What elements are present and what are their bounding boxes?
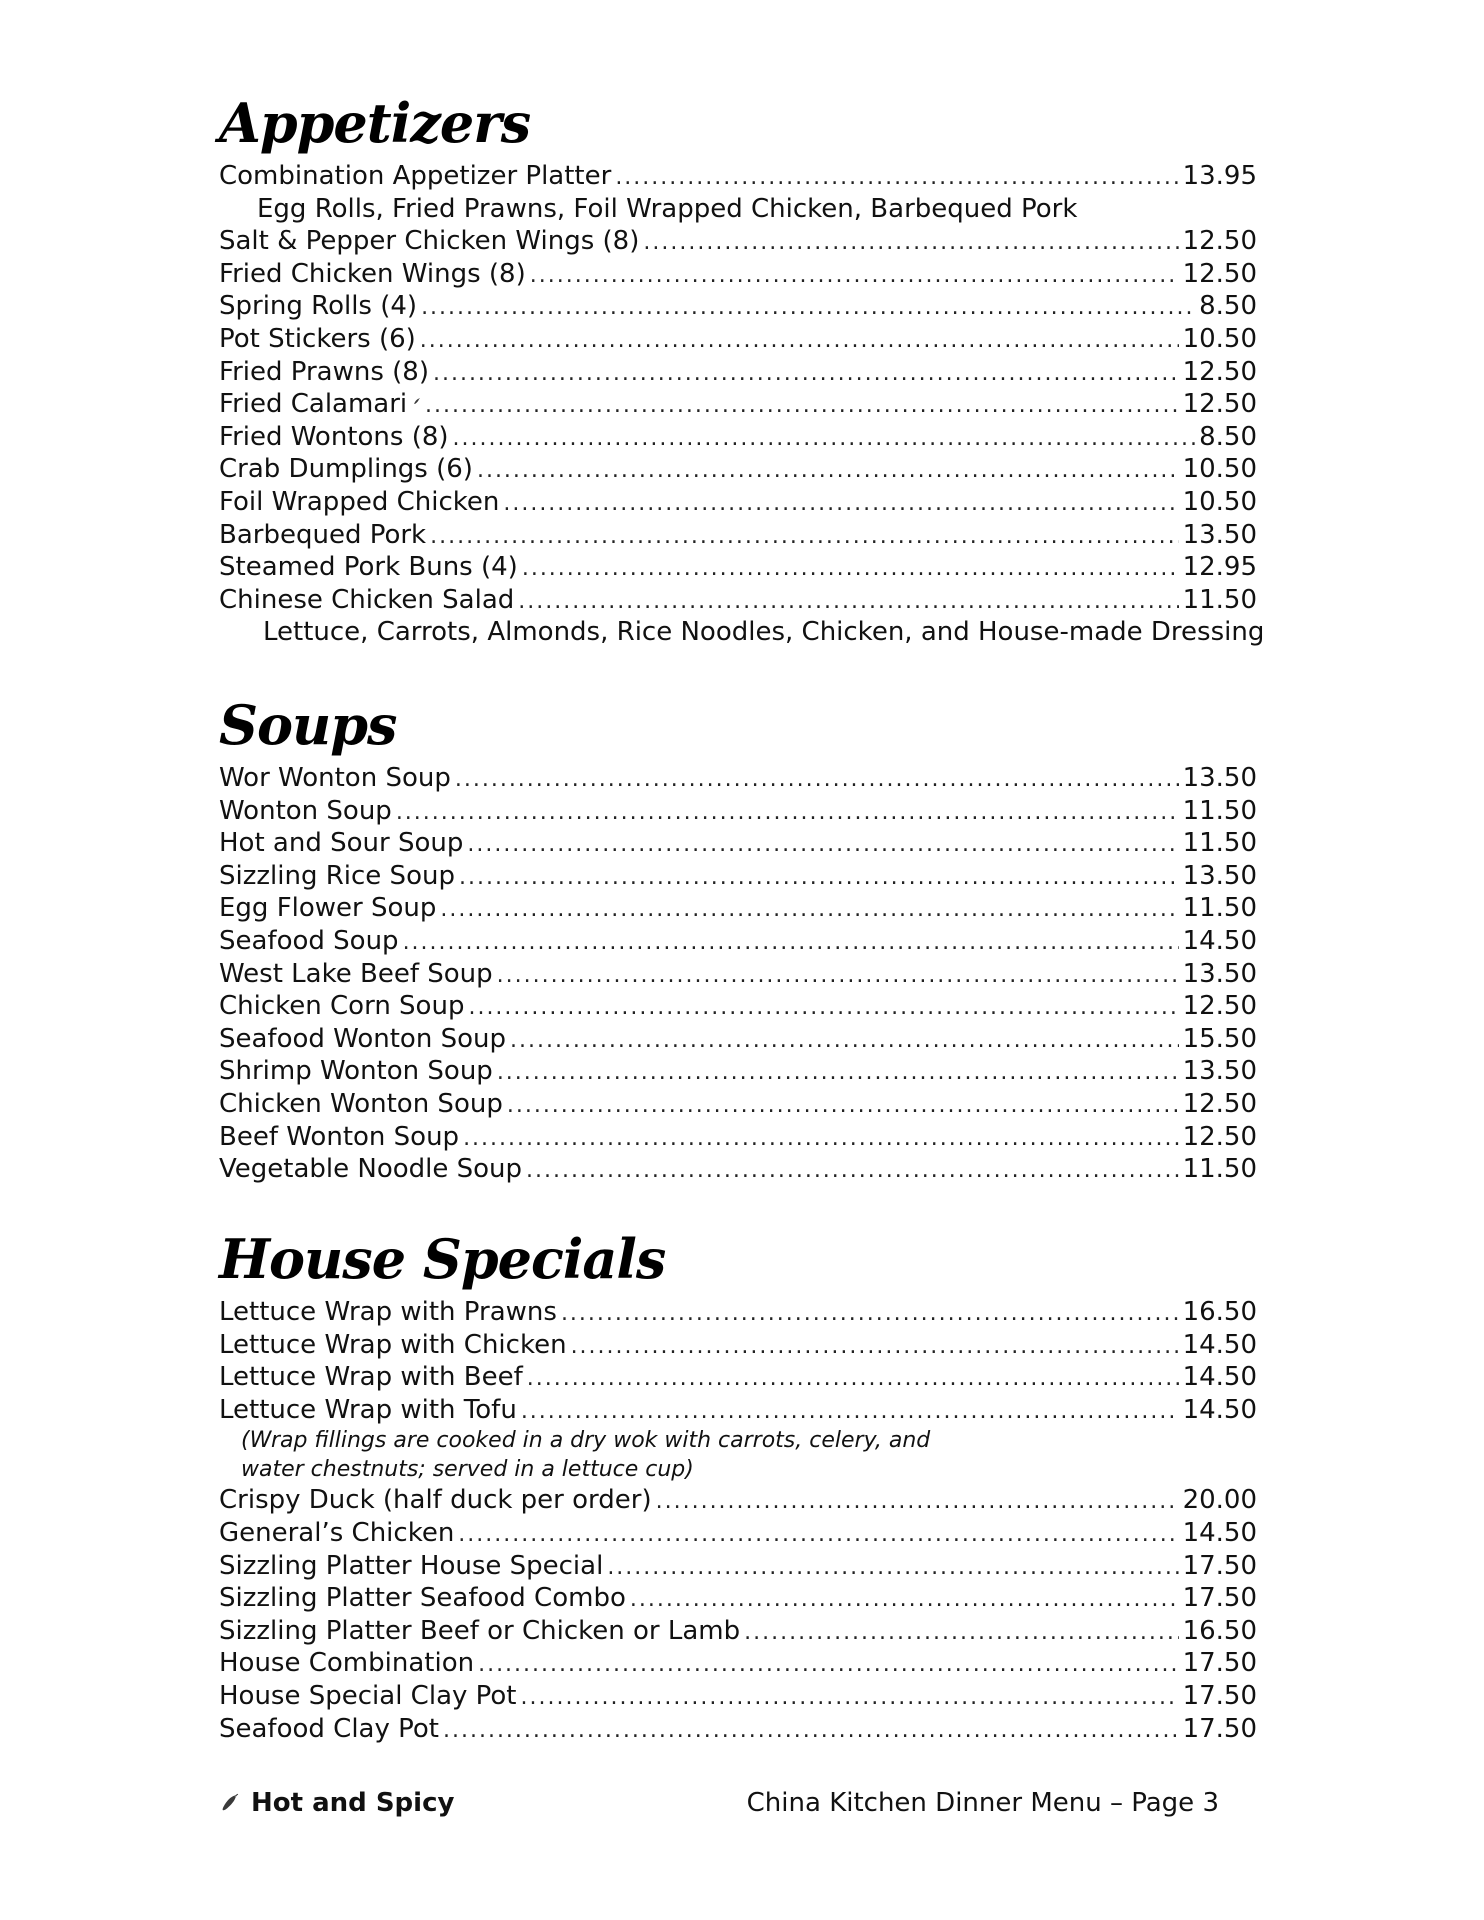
item-price: 17.50 — [1182, 1713, 1257, 1744]
item-name: Chicken Wonton Soup — [219, 1088, 503, 1119]
item-price: 17.50 — [1182, 1583, 1257, 1614]
menu-item — [219, 958, 1257, 991]
leader-dots — [433, 358, 1179, 391]
leader-dots — [510, 1025, 1179, 1058]
menu-item — [219, 925, 1257, 958]
menu-item — [219, 1680, 1257, 1713]
leader-dots — [403, 927, 1179, 960]
item-name: Sizzling Platter Beef or Chicken or Lamb — [219, 1615, 741, 1646]
soups-section — [219, 693, 1257, 1186]
menu-item — [219, 486, 1257, 519]
item-name: Crab Dumplings (6) — [219, 454, 473, 485]
menu-item — [219, 1329, 1257, 1362]
leader-dots — [656, 1486, 1179, 1519]
item-price: 13.50 — [1182, 958, 1257, 989]
item-name: Steamed Pork Buns (4) — [219, 552, 518, 583]
item-price: 12.50 — [1182, 1088, 1257, 1119]
item-name: Wonton Soup — [219, 795, 392, 826]
leader-dots — [527, 1363, 1179, 1396]
leader-dots — [443, 1715, 1179, 1748]
item-description: Lettuce, Carrots, Almonds, Rice Noodles, Chicken, and House-made Dressing — [263, 617, 1265, 648]
menu-item — [219, 356, 1257, 389]
item-name: Fried Chicken Wings (8) — [219, 258, 526, 289]
menu-item — [219, 860, 1257, 893]
leader-dots — [421, 292, 1195, 325]
wrap-note-line2: water chestnuts; served in a lettuce cup) — [241, 1457, 694, 1483]
menu-item — [219, 258, 1257, 291]
menu-item — [219, 225, 1257, 258]
leader-dots — [420, 325, 1179, 358]
menu-item — [219, 453, 1257, 486]
house-specials-title: House Specials — [219, 1227, 666, 1291]
item-price: 17.50 — [1182, 1648, 1257, 1679]
item-name: Seafood Wonton Soup — [219, 1023, 506, 1054]
item-price: 14.50 — [1182, 925, 1257, 956]
leader-dots — [615, 162, 1178, 195]
leader-dots — [463, 1123, 1179, 1156]
item-name: Seafood Clay Pot — [219, 1713, 439, 1744]
leader-dots — [744, 1617, 1178, 1650]
item-name: Sizzling Platter Seafood Combo — [219, 1583, 626, 1614]
item-price: 8.50 — [1199, 291, 1257, 322]
item-price: 16.50 — [1182, 1615, 1257, 1646]
item-name: Spring Rolls (4) — [219, 291, 418, 322]
spicy-legend-label: Hot and Spicy — [251, 1788, 455, 1818]
item-price: 11.50 — [1182, 1154, 1257, 1185]
item-name: Lettuce Wrap with Chicken — [219, 1329, 567, 1360]
leader-dots — [455, 764, 1179, 797]
item-name: House Combination — [219, 1648, 475, 1679]
leader-dots — [607, 1552, 1178, 1585]
item-name: House Special Clay Pot — [219, 1680, 517, 1711]
item-price: 12.50 — [1182, 1121, 1257, 1152]
menu-item — [219, 421, 1257, 454]
item-price: 20.00 — [1182, 1485, 1257, 1516]
menu-item — [219, 1361, 1257, 1394]
menu-item — [219, 795, 1257, 828]
item-price: 13.50 — [1182, 763, 1257, 793]
item-name: Lettuce Wrap with Beef — [219, 1362, 523, 1393]
leader-dots — [561, 1298, 1179, 1331]
leader-dots — [468, 992, 1178, 1025]
leader-dots — [497, 1057, 1179, 1090]
item-price: 12.50 — [1182, 991, 1257, 1022]
item-price: 10.50 — [1182, 454, 1257, 485]
leader-dots — [518, 586, 1178, 619]
leader-dots — [478, 1649, 1178, 1682]
item-name: Salt & Pepper Chicken Wings (8) — [219, 226, 640, 257]
leader-dots — [497, 960, 1179, 993]
item-name: Vegetable Noodle Soup — [219, 1154, 523, 1185]
leader-dots — [430, 521, 1178, 554]
item-name: Lettuce Wrap with Tofu — [219, 1394, 517, 1425]
item-price: 13.50 — [1182, 519, 1257, 550]
menu-item — [219, 1550, 1257, 1583]
item-name: Wor Wonton Soup — [219, 763, 451, 793]
menu-item — [219, 323, 1257, 356]
item-name: Combination Appetizer Platter — [219, 161, 612, 191]
item-price: 10.50 — [1182, 486, 1257, 517]
menu-item — [219, 1394, 1257, 1427]
page-info: China Kitchen Dinner Menu – Page 3 — [746, 1788, 1219, 1818]
leader-dots — [503, 488, 1178, 521]
menu-item — [219, 1582, 1257, 1615]
item-name: Fried Wontons (8) — [219, 421, 449, 452]
item-name: Lettuce Wrap with Prawns — [219, 1297, 557, 1327]
chili-pepper-icon — [219, 1791, 241, 1813]
item-name: Pot Stickers (6) — [219, 323, 416, 354]
menu-item — [219, 1647, 1257, 1680]
menu-item — [219, 584, 1257, 617]
item-description: Egg Rolls, Fried Prawns, Foil Wrapped Chicken, Barbequed Pork — [257, 193, 1078, 224]
menu-item — [219, 1615, 1257, 1648]
item-name: General’s Chicken — [219, 1517, 455, 1548]
leader-dots — [396, 797, 1179, 830]
chili-pepper-icon — [413, 390, 421, 412]
menu-item — [219, 1088, 1257, 1121]
leader-dots — [467, 829, 1178, 862]
spicy-legend — [219, 1786, 454, 1820]
leader-dots — [521, 1396, 1179, 1429]
item-price: 12.50 — [1182, 389, 1257, 420]
menu-item — [219, 1023, 1257, 1056]
menu-item — [219, 762, 1257, 795]
item-price: 11.50 — [1182, 828, 1257, 859]
item-price: 12.95 — [1182, 552, 1257, 583]
item-name: Fried Prawns (8) — [219, 356, 429, 387]
menu-item — [219, 1484, 1257, 1517]
leader-dots — [440, 894, 1178, 927]
item-name: Foil Wrapped Chicken — [219, 486, 500, 517]
leader-dots — [425, 390, 1179, 423]
item-name: Hot and Sour Soup — [219, 828, 464, 859]
item-price: 12.50 — [1182, 226, 1257, 257]
item-name: Fried Calamari — [219, 389, 408, 420]
item-price: 8.50 — [1199, 421, 1257, 452]
item-price: 14.50 — [1182, 1394, 1257, 1425]
item-name: Sizzling Rice Soup — [219, 860, 455, 891]
item-price: 15.50 — [1182, 1023, 1257, 1054]
item-price: 17.50 — [1182, 1550, 1257, 1581]
item-name: Egg Flower Soup — [219, 893, 437, 924]
leader-dots — [521, 1682, 1179, 1715]
leader-dots — [643, 227, 1178, 260]
menu-item — [219, 1055, 1257, 1088]
menu-item — [219, 1713, 1257, 1746]
item-price: 13.50 — [1182, 860, 1257, 891]
leader-dots — [522, 553, 1179, 586]
item-name: Seafood Soup — [219, 925, 399, 956]
leader-dots — [630, 1584, 1179, 1617]
item-price: 11.50 — [1182, 584, 1257, 615]
menu-item — [219, 892, 1257, 925]
menu-item — [219, 1296, 1257, 1329]
menu-item-spicy — [219, 388, 1257, 421]
leader-dots — [571, 1331, 1179, 1364]
item-price: 12.50 — [1182, 258, 1257, 289]
item-name: West Lake Beef Soup — [219, 958, 493, 989]
item-price: 11.50 — [1182, 893, 1257, 924]
menu-item — [219, 160, 1257, 193]
leader-dots — [453, 423, 1196, 456]
page-footer — [219, 1786, 1219, 1820]
menu-item — [219, 519, 1257, 552]
item-name: Barbequed Pork — [219, 519, 427, 550]
item-name: Shrimp Wonton Soup — [219, 1056, 493, 1087]
menu-item — [219, 827, 1257, 860]
item-name: Chicken Corn Soup — [219, 991, 465, 1022]
item-name: Sizzling Platter House Special — [219, 1550, 604, 1581]
soups-title: Soups — [219, 693, 397, 757]
menu-item — [219, 551, 1257, 584]
item-price: 12.50 — [1182, 356, 1257, 387]
leader-dots — [459, 862, 1179, 895]
menu-item — [219, 1517, 1257, 1550]
item-price: 14.50 — [1182, 1362, 1257, 1393]
menu-item — [219, 1121, 1257, 1154]
leader-dots — [477, 455, 1179, 488]
appetizers-title: Appetizers — [219, 91, 531, 155]
item-price: 13.95 — [1182, 161, 1257, 191]
house-specials-section — [219, 1227, 1257, 1745]
item-name: Chinese Chicken Salad — [219, 584, 515, 615]
item-price: 10.50 — [1182, 323, 1257, 354]
wrap-note-line1: (Wrap fillings are cooked in a dry wok with carrots, celery, and — [241, 1428, 931, 1454]
leader-dots — [526, 1155, 1179, 1188]
item-price: 13.50 — [1182, 1056, 1257, 1087]
item-price: 14.50 — [1182, 1329, 1257, 1360]
item-price: 16.50 — [1182, 1297, 1257, 1327]
menu-item — [219, 990, 1257, 1023]
leader-dots — [458, 1519, 1178, 1552]
item-price: 11.50 — [1182, 795, 1257, 826]
menu-item — [219, 290, 1257, 323]
item-name: Beef Wonton Soup — [219, 1121, 460, 1152]
leader-dots — [530, 260, 1179, 293]
item-price: 14.50 — [1182, 1517, 1257, 1548]
menu-item — [219, 1153, 1257, 1186]
appetizers-section — [219, 91, 1265, 649]
item-name: Crispy Duck (half duck per order) — [219, 1485, 652, 1516]
item-price: 17.50 — [1182, 1680, 1257, 1711]
leader-dots — [507, 1090, 1179, 1123]
